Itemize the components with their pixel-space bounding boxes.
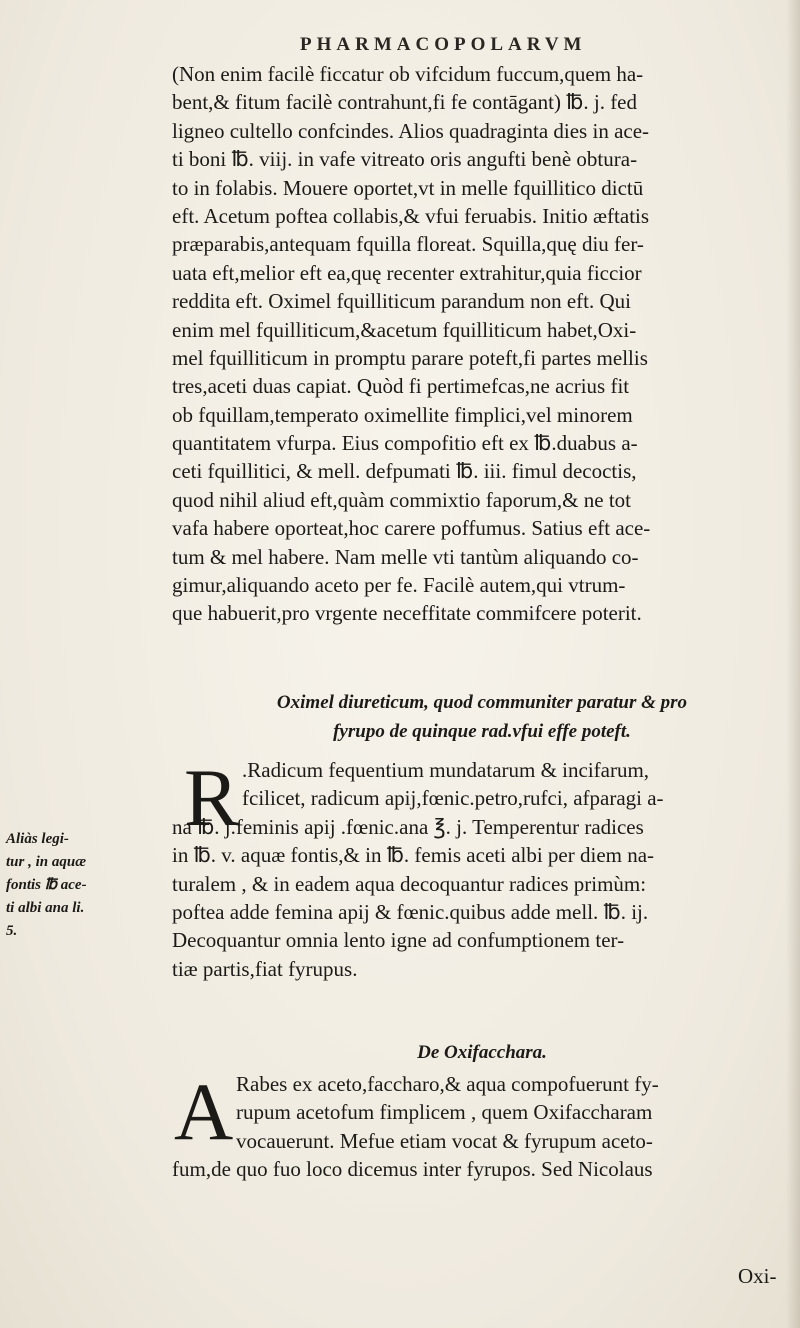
text-line: eft. Acetum poftea collabis,& vfui feruabis. Initio æftatis [172, 203, 650, 228]
running-head: PHARMACOPOLARVM [300, 34, 587, 55]
text-line: tres,aceti duas capiat. Quòd fi pertimefcas,ne acrius fit [172, 374, 630, 399]
text-line: (Non enim facilè ficcatur ob vifcidum fuccum,quem ha- [172, 62, 644, 86]
text-line: rupum acetofum fimplicem , quem Oxifaccharam [236, 1100, 653, 1125]
text-line: ligneo cultello confcindes. Alios quadraginta dies in ace- [172, 118, 650, 143]
text-line: enim mel fquilliticum,&acetum fquilliticum habet,Oxi- [172, 317, 637, 342]
text-line: reddita eft. Oximel fquilliticum parandum non eft. Qui [172, 289, 631, 314]
text-line: to in folabis. Mouere oportet,vt in melle fquillitico dictū [172, 175, 644, 200]
text-line: tum & mel habere. Nam melle vti tantùm aliquando co- [172, 544, 639, 569]
text-line: tiæ partis,fiat fyrupus. [172, 956, 358, 981]
text-line: vocauerunt. Mefue etiam vocat & fyrupum aceto- [236, 1128, 653, 1153]
margin-note-line: 5. [6, 923, 18, 939]
margin-note-line: fontis ℔ ace- [6, 877, 87, 893]
margin-note-line: ti albi ana li. [6, 900, 85, 916]
text-line: que habuerit,pro vrgente neceffitate commifcere poterit. [172, 601, 642, 626]
heading-line: fyrupo de quinque rad.vfui effe poteft. [333, 721, 631, 742]
drop-cap-a: A [174, 1066, 234, 1157]
text-line: ceti fquillitici, & mell. defpumati ℔. iii. fimul decoctis, [172, 459, 637, 484]
text-line: turalem , & in eadem aqua decoquantur radices primùm: [172, 871, 647, 896]
text-line: fum,de quo fuo loco dicemus inter fyrupos. Sed Nicolaus [172, 1157, 653, 1182]
text-line: gimur,aliquando aceto per fe. Facilè autem,qui vtrum- [172, 573, 626, 598]
paragraph-scilla-vinegar [172, 60, 792, 628]
margin-note-line: tur , in aquæ [6, 854, 87, 870]
text-line: bent,& fitum facilè contrahunt,fi fe contāgant) ℔. j. fed [172, 90, 638, 115]
margin-note [6, 828, 166, 943]
text-line: in ℔. v. aquæ fontis,& in ℔. femis aceti albi per diem na- [172, 843, 655, 868]
text-line: na ℔. j.feminis apij .fœnic.ana ℥. j. Temperentur radices [172, 814, 644, 839]
section-heading-oximel-diureticum [172, 688, 792, 746]
text-line: poftea adde femina apij & fœnic.quibus adde mell. ℔. ij. [172, 899, 649, 924]
text-line: Rabes ex aceto,faccharo,& aqua compofuerunt fy- [236, 1072, 659, 1096]
text-line: ob fquillam,temperato oximellite fimplici,vel minorem [172, 402, 633, 427]
paragraph-recipe [172, 752, 792, 983]
text-line: fcilicet, radicum apij,fœnic.petro,rufci, afparagi a- [242, 786, 664, 811]
heading-line: Oximel diureticum, quod communiter paratur & pro [276, 692, 688, 713]
catchword: Oxi- [738, 1264, 777, 1288]
text-line: uata eft,melior eft ea,quę recenter extrahitur,quia ficcior [172, 260, 642, 285]
text-line: .Radicum fequentium mundatarum & incifarum, [242, 758, 650, 782]
text-line: quantitatem vfurpa. Eius compofitio eft ex ℔.duabus a- [172, 431, 638, 456]
text-line: mel fquilliticum in promptu parare poteft,fi partes mellis [172, 345, 648, 370]
text-line: Decoquantur omnia lento igne ad confumptionem ter- [172, 928, 625, 953]
drop-cap-r: R [184, 752, 239, 843]
margin-note-line: Aliàs legi- [6, 831, 69, 847]
section-heading-oxisacchara: De Oxifacchara. [417, 1042, 547, 1063]
paragraph-oxisacchara [172, 1066, 792, 1184]
text-line: præparabis,antequam fquilla floreat. Squilla,quę diu fer- [172, 232, 644, 257]
text-line: ti boni ℔. viij. in vafe vitreato oris angufti benè obtura- [172, 147, 638, 172]
text-line: vafa habere oporteat,hoc carere poffumus. Satius eft ace- [172, 516, 651, 541]
text-line: quod nihil aliud eft,quàm commixtio faporum,& ne tot [172, 487, 632, 512]
